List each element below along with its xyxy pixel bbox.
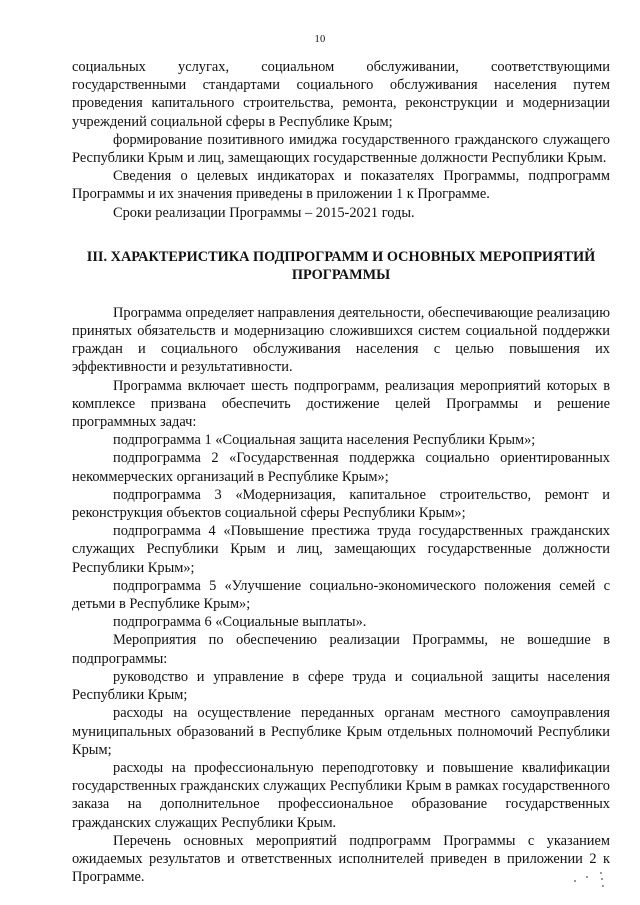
list-item: подпрограмма 6 «Социальные выплаты». <box>113 614 367 631</box>
page-number: 10 <box>314 34 326 45</box>
list-item: подпрограмма 2 «Государственная поддержка социально ориентированных некоммерческих организаций в Республике Крым»; <box>72 450 610 485</box>
paragraph: Перечень основных мероприятий подпрограмм Программы с указанием ожидаемых результатов и ответственных исполнителей приведен в приложении 2 к Программе. <box>72 832 610 886</box>
paragraph: Мероприятия по обеспечению реализации Программы, не вошедшие в подпрограммы: <box>72 632 610 667</box>
paragraph: социальных услугах, социальном обслуживании, соответствующими государственными стандартами социального обслуживания населения путем проведения капитального строительства, ремонта, реконструкции и модернизации учреждений социальной сферы в Республике Крым; <box>72 59 610 130</box>
paragraph: Сроки реализации Программы – 2015-2021 годы. <box>113 204 415 221</box>
list-item: подпрограмма 1 «Социальная защита населения Республики Крым»; <box>113 432 536 449</box>
section-heading: III. ХАРАКТЕРИСТИКА ПОДПРОГРАММ И ОСНОВНЫХ МЕРОПРИЯТИЙ ПРОГРАММЫ <box>86 248 596 283</box>
paragraph: Сведения о целевых индикаторах и показателях Программы, подпрограмм Программы и их значения приведены в приложении 1 к Программе. <box>72 168 610 203</box>
list-item: руководство и управление в сфере труда и социальной защиты населения Республики Крым; <box>72 668 610 704</box>
list-item: подпрограмма 3 «Модернизация, капитальное строительство, ремонт и реконструкция объектов социальной сферы Республики Крым»; <box>72 486 610 522</box>
list-item: подпрограмма 5 «Улучшение социально-экономического положения семей с детьми в Республике Крым»; <box>72 577 610 613</box>
paragraph: Программа определяет направления деятельности, обеспечивающие реализацию принятых обязательств и модернизацию сложившихся систем социальной поддержки граждан и социального обслуживания населения с целью повышения их эффективности и результативности. <box>72 304 611 376</box>
scan-marks <box>574 872 614 892</box>
paragraph: формирование позитивного имиджа государственного гражданского служащего Республики Крым и лиц, замещающих государственные должности Республики Крым. <box>72 131 610 167</box>
paragraph: Программа включает шесть подпрограмм, реализация мероприятий которых в комплексе призвана обеспечить достижение целей Программы и решение программных задач: <box>72 377 610 431</box>
document-body <box>72 58 610 886</box>
list-item: расходы на профессиональную переподготовку и повышение квалификации государственных гражданских служащих Республики Крым в рамках государственного заказа на дополнительное профессиональное образование государственных гражданских служащих Республики Крым. <box>72 759 610 831</box>
list-item: расходы на осуществление переданных органам местного самоуправления муниципальных образований в Республике Крым отдельных полномочий Республики Крым; <box>72 705 610 758</box>
list-item: подпрограмма 4 «Повышение престижа труда государственных гражданских служащих Республики Крым и лиц, замещающих государственные должности Республики Крым»; <box>72 523 610 576</box>
